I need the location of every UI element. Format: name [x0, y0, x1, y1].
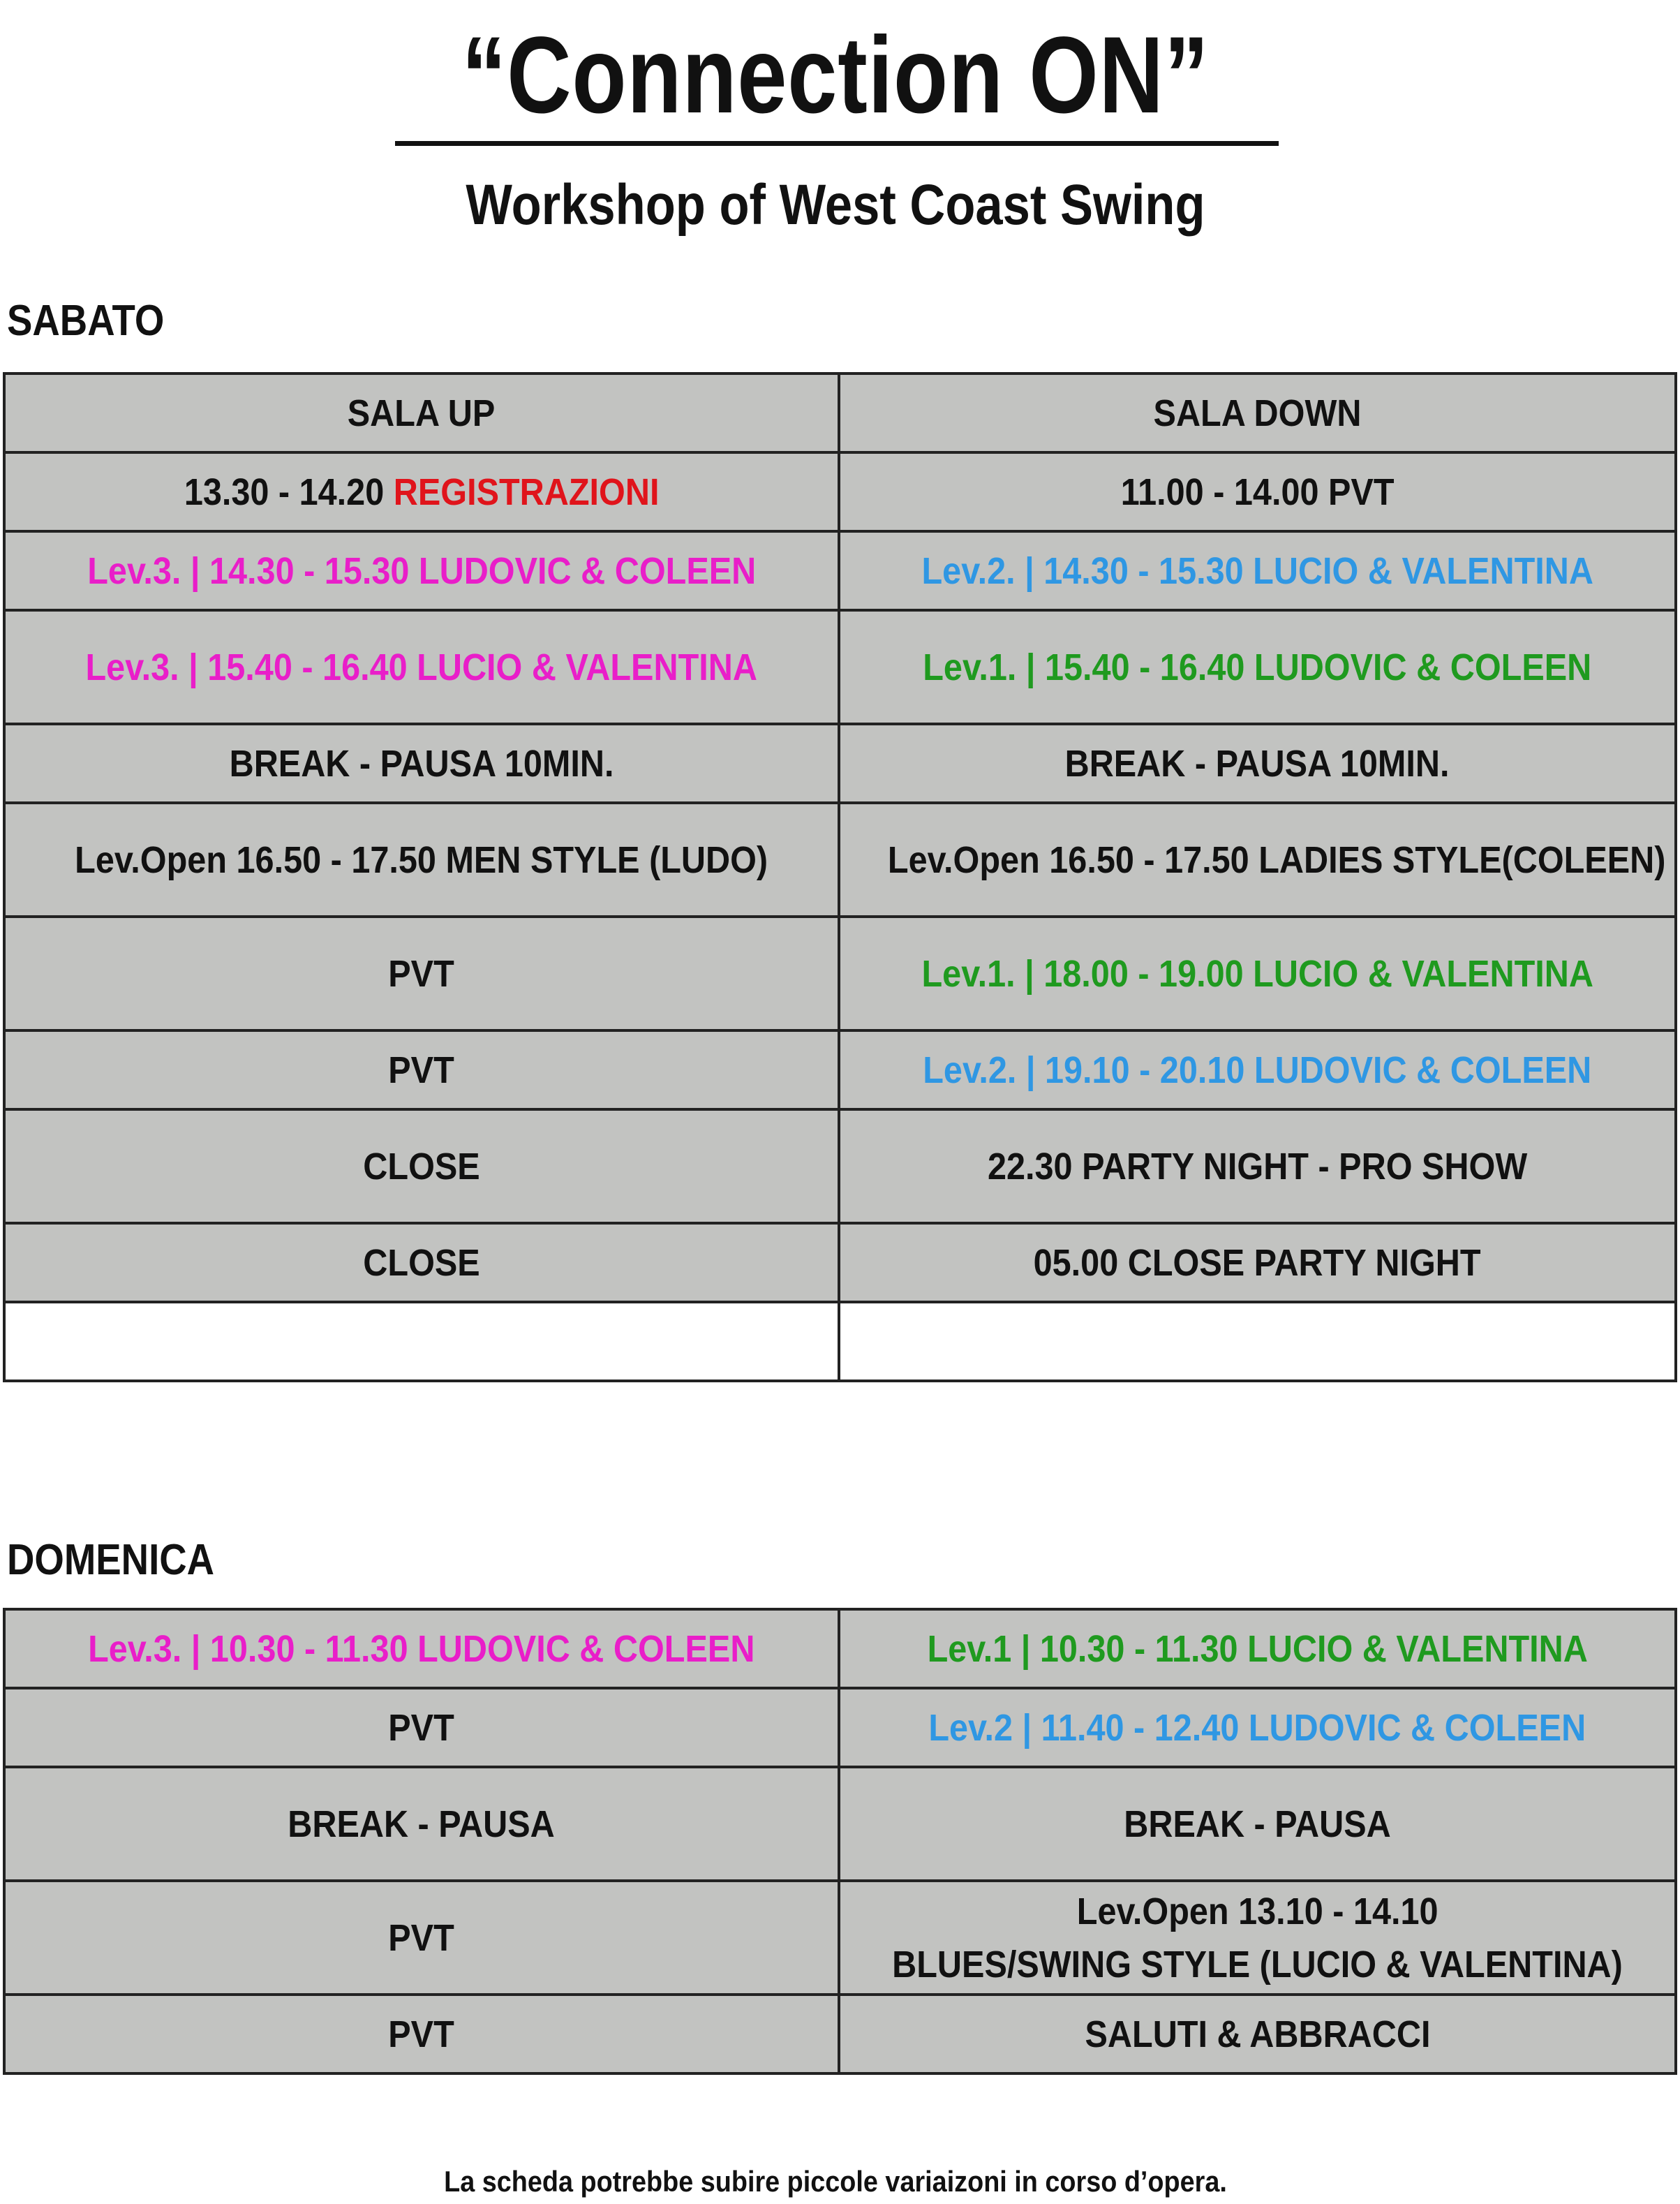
table-cell: [4, 1767, 839, 1881]
table-cell: [4, 724, 839, 803]
table-cell: [839, 917, 1676, 1030]
table-row: [4, 1030, 1676, 1109]
schedule-entry: Lev.1. | 18.00 - 19.00 LUCIO & VALENTINA: [921, 952, 1593, 995]
schedule-entry: 05.00 CLOSE PARTY NIGHT: [1034, 1241, 1481, 1284]
table-cell: [839, 1223, 1676, 1302]
table-row: [4, 1688, 1676, 1767]
break-entry: BREAK - PAUSA: [288, 1803, 556, 1845]
schedule-entry: CLOSE: [363, 1145, 480, 1188]
table-cell: [4, 1109, 839, 1223]
table-cell: [4, 917, 839, 1030]
schedule-entry: PVT: [388, 952, 455, 995]
table-row: [4, 1109, 1676, 1223]
table-cell: [4, 1030, 839, 1109]
table-cell: [839, 803, 1676, 917]
table-row: [4, 452, 1676, 531]
table-cell: [839, 1767, 1676, 1881]
table-cell: [839, 1030, 1676, 1109]
schedule-entry: Lev.1 | 10.30 - 11.30 LUCIO & VALENTINA: [927, 1627, 1588, 1670]
schedule-entry: Lev.3. | 14.30 - 15.30 LUDOVIC & COLEEN: [87, 549, 757, 592]
schedule-entry: Lev.2 | 11.40 - 12.40 LUDOVIC & COLEEN: [928, 1706, 1586, 1749]
registration-time: 13.30 - 14.20: [184, 471, 394, 513]
table-cell: [4, 1223, 839, 1302]
table-cell: [4, 531, 839, 610]
table-cell: [839, 1688, 1676, 1767]
table-cell: [4, 1609, 839, 1688]
table-cell: [839, 610, 1676, 724]
schedule-entry: Lev.2. | 19.10 - 20.10 LUDOVIC & COLEEN: [923, 1049, 1592, 1091]
table-row: [4, 1995, 1676, 2073]
schedule-entry: Lev.1. | 15.40 - 16.40 LUDOVIC & COLEEN: [923, 646, 1592, 688]
table-row: [4, 803, 1676, 917]
schedule-entry: Lev.3. | 10.30 - 11.30 LUDOVIC & COLEEN: [88, 1627, 755, 1670]
table-cell: [4, 1688, 839, 1767]
table-cell: [839, 1609, 1676, 1688]
break-entry: BREAK - PAUSA 10MIN.: [1065, 742, 1450, 785]
empty-cell: [839, 1302, 1676, 1381]
schedule-entry-line-2: BLUES/SWING STYLE (LUCIO & VALENTINA): [892, 1943, 1623, 1985]
table-cell: [4, 452, 839, 531]
table-cell: [839, 1109, 1676, 1223]
table-row: [4, 917, 1676, 1030]
table-cell: [4, 1995, 839, 2073]
schedule-entry: 11.00 - 14.00 PVT: [1120, 471, 1395, 513]
table-cell: [839, 1995, 1676, 2073]
schedule-table-domenica: [3, 1608, 1677, 2075]
schedule-entry: PVT: [388, 1916, 455, 1959]
cell-text-wrapper: [184, 466, 660, 519]
table-cell: [4, 1881, 839, 1995]
table-row: [4, 1881, 1676, 1995]
table-cell: [4, 803, 839, 917]
schedule-entry: Lev.Open 16.50 - 17.50 MEN STYLE (LUDO): [75, 838, 768, 881]
schedule-entry: Lev.Open 16.50 - 17.50 LADIES STYLE(COLEEN): [887, 838, 1666, 881]
room-header-sala-down: SALA DOWN: [1153, 392, 1362, 434]
break-entry: BREAK - PAUSA: [1124, 1803, 1391, 1845]
room-header-sala-up: SALA UP: [348, 392, 496, 434]
table-cell: [4, 610, 839, 724]
table-row: [4, 724, 1676, 803]
table-row: [4, 1609, 1676, 1688]
section-label-domenica: DOMENICA: [7, 1536, 215, 1584]
table-row: [4, 610, 1676, 724]
section-label-sabato: SABATO: [7, 297, 165, 345]
table-row: [4, 1767, 1676, 1881]
schedule-entry: PVT: [388, 1706, 455, 1749]
schedule-entry-line-1: Lev.Open 13.10 - 14.10: [1076, 1890, 1439, 1932]
empty-cell: [4, 1302, 839, 1381]
table-cell: [4, 374, 839, 452]
table-cell: [839, 452, 1676, 531]
page-title: “Connection ON”: [461, 15, 1210, 136]
schedule-entry: Lev.3. | 15.40 - 16.40 LUCIO & VALENTINA: [85, 646, 758, 688]
footer-note: La scheda potrebbe subire piccole variaizoni in corso d’opera.: [444, 2165, 1227, 2198]
schedule-table-sabato: [3, 372, 1677, 1382]
table-row: [4, 531, 1676, 610]
schedule-entry: CLOSE: [363, 1241, 480, 1284]
schedule-entry: 22.30 PARTY NIGHT - PRO SHOW: [987, 1145, 1528, 1188]
schedule-entry: Lev.2. | 14.30 - 15.30 LUCIO & VALENTINA: [921, 549, 1593, 592]
schedule-entry: PVT: [388, 1049, 455, 1091]
table-row: [4, 1302, 1676, 1381]
table-cell: [839, 1881, 1676, 1995]
page-subtitle: Workshop of West Coast Swing: [466, 173, 1205, 237]
schedule-entry: PVT: [388, 2013, 455, 2055]
table-row: [4, 1223, 1676, 1302]
registration-label: REGISTRAZIONI: [393, 471, 660, 513]
title-underline: [395, 141, 1279, 146]
break-entry: BREAK - PAUSA 10MIN.: [229, 742, 614, 785]
table-cell: [839, 374, 1676, 452]
table-cell: [839, 531, 1676, 610]
table-cell: [839, 724, 1676, 803]
schedule-entry: SALUTI & ABBRACCI: [1085, 2013, 1430, 2055]
table-row: [4, 374, 1676, 452]
